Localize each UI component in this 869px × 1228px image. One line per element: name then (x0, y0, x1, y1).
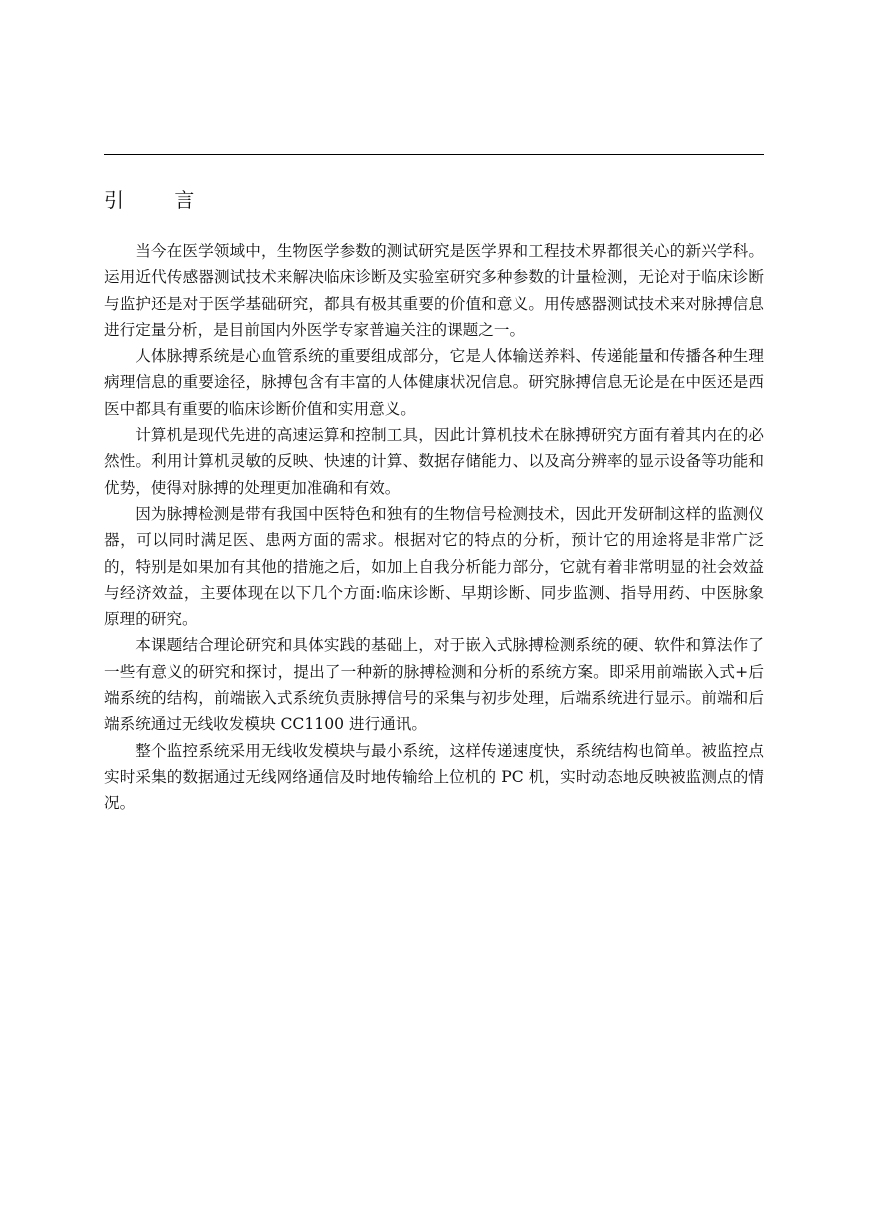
paragraph: 人体脉搏系统是心血管系统的重要组成部分，它是人体输送养料、传递能量和传播各种生理病理信息的重要途径，脉搏包含有丰富的人体健康状况信息。研究脉搏信息无论是在中医还是西医中都具有重要的临床诊断价值和实用意义。 (104, 347, 764, 418)
body-text (104, 238, 764, 817)
paragraph: 本课题结合理论研究和具体实践的基础上，对于嵌入式脉搏检测系统的硬、软件和算法作了一些有意义的研究和探讨，提出了一种新的脉搏检测和分析的系统方案。即采用前端嵌入式+后端系统的结构，前端嵌入式系统负责脉搏信号的采集与初步处理，后端系统进行显示。前端和后端系统通过无线收发模块 CC1100 进行通讯。 (104, 636, 764, 734)
header-rule (104, 154, 764, 155)
paragraph: 因为脉搏检测是带有我国中医特色和独有的生物信号检测技术，因此开发研制这样的监测仪器，可以同时满足医、患两方面的需求。根据对它的特点的分析，预计它的用途将是非常广泛的，特别是如果加有其他的措施之后，如加上自我分析能力部分，它就有着非常明显的社会效益与经济效益，主要体现在以下几个方面:临床诊断、早期诊断、同步监测、指导用药、中医脉象原理的研究。 (104, 504, 764, 629)
paragraph: 当今在医学领域中，生物医学参数的测试研究是医学界和工程技术界都很关心的新兴学科。运用近代传感器测试技术来解决临床诊断及实验室研究多种参数的计量检测，无论对于临床诊断与监护还是对于医学基础研究，都具有极其重要的价值和意义。用传感器测试技术来对脉搏信息进行定量分析，是目前国内外医学专家普遍关注的课题之一。 (104, 242, 764, 339)
paragraph: 整个监控系统采用无线收发模块与最小系统，这样传递速度快，系统结构也简单。被监控点实时采集的数据通过无线网络通信及时地传输给上位机的 PC 机，实时动态地反映被监测点的情况。 (104, 741, 764, 813)
paragraph: 计算机是现代先进的高速运算和控制工具，因此计算机技术在脉搏研究方面有着其内在的必然性。利用计算机灵敏的反映、快速的计算、数据存储能力、以及高分辨率的显示设备等功能和优势，使得对脉搏的处理更加准确和有效。 (104, 426, 764, 497)
section-heading: 引 言 (104, 188, 217, 212)
